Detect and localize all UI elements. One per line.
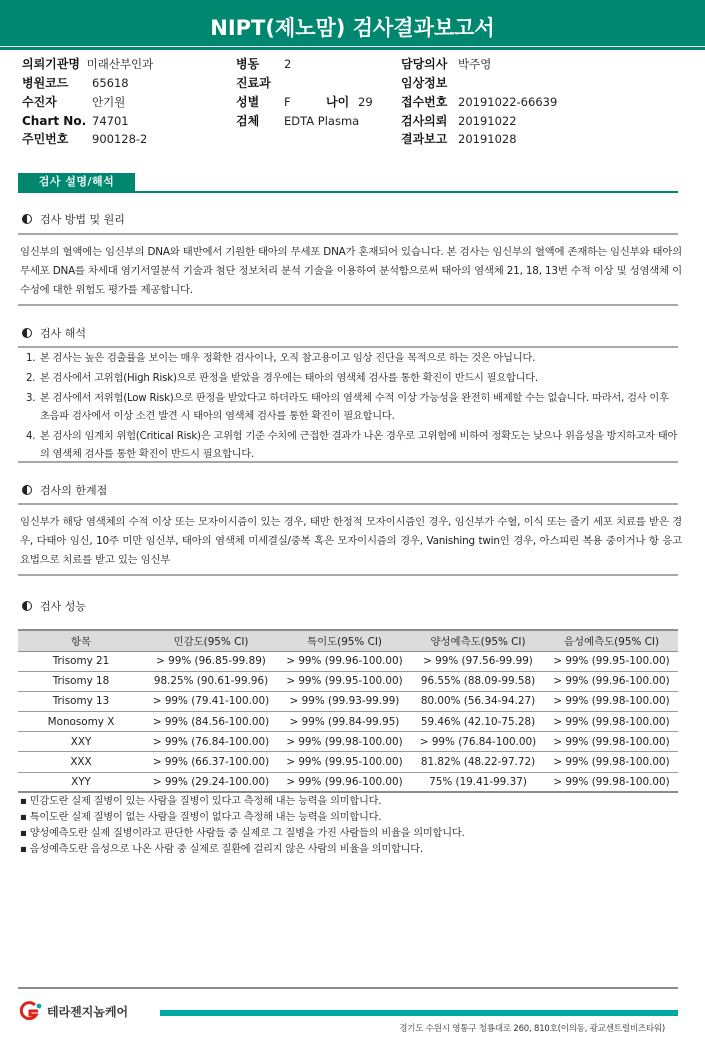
column-header: 민감도(95% CI)	[144, 630, 278, 651]
title-underline	[0, 46, 705, 50]
chart-label: Chart No.	[22, 114, 87, 128]
request-label: 검사의뢰	[401, 114, 448, 128]
info-sex	[236, 95, 373, 109]
list-item-text: 본 검사의 임계치 위험(Critical Risk)은 고위험 기준 수치에 근접한 결과가 나온 경우로 고위험에 비하여 정확도는 낮으나 위음성을 방지하고자 태아의 염색체 검사를 통한 확진이 반드시 필요합니다.	[40, 431, 678, 460]
report-date-label: 결과보고	[401, 132, 448, 146]
info-report-date	[401, 132, 517, 146]
info-clinical	[401, 76, 458, 90]
table-cell: > 99% (76.84-100.00)	[411, 732, 545, 752]
doctor-label: 담당의사	[401, 57, 448, 71]
divider	[18, 233, 678, 235]
table-cell: > 99% (99.98-100.00)	[545, 732, 678, 752]
note-item: ▪ 민감도란 실제 질병이 있는 사람을 질병이 있다고 측정해 내는 능력을 의미합니다.	[20, 796, 382, 807]
ward-value: 2	[284, 57, 292, 71]
footer-accent-bar	[160, 1010, 678, 1016]
list-item: 1. 본 검사는 높은 검출률을 보이는 매우 정확한 검사이나, 오직 참고용이고 임상 진단을 목적으로 하는 것은 아닙니다.	[26, 350, 678, 368]
id-label: 주민번호	[22, 132, 69, 146]
table-cell: > 99% (99.98-100.00)	[545, 712, 678, 732]
info-specimen	[236, 114, 359, 128]
age-label: 나이	[326, 95, 350, 109]
table-cell: XXX	[18, 752, 144, 772]
column-header: 양성예측도(95% CI)	[411, 630, 545, 651]
examinee-label: 수진자	[22, 95, 57, 109]
examinee-value: 안기원	[92, 95, 126, 109]
interpretation-heading	[22, 325, 86, 341]
table-cell: > 99% (99.95-100.00)	[278, 752, 411, 772]
table-cell: > 99% (99.95-100.00)	[278, 671, 411, 691]
id-value: 900128-2	[92, 132, 148, 146]
company-address: 경기도 수원시 영통구 청룡대로 260, 810호(이의동, 광교센트럴비즈타워)	[399, 1024, 665, 1034]
table-cell: > 99% (99.98-100.00)	[545, 752, 678, 772]
limitations-heading-text: 검사의 한계점	[40, 484, 108, 497]
limitations-heading	[22, 482, 107, 498]
table-cell: 98.25% (90.61-99.96)	[144, 671, 278, 691]
sex-value: F	[284, 95, 291, 109]
code-value: 65618	[92, 76, 129, 90]
note-item: ▪ 특이도란 실제 질병이 없는 사람을 질병이 없다고 측정해 내는 능력을 의미합니다.	[20, 812, 382, 823]
report-date-value: 20191028	[458, 132, 517, 146]
table-row	[18, 712, 678, 732]
sex-label: 성별	[236, 95, 260, 109]
info-hospital	[22, 57, 153, 71]
code-label: 병원코드	[22, 76, 69, 90]
interpretation-heading-text: 검사 해석	[40, 327, 87, 340]
list-item: 4. 본 검사의 임계치 위험(Critical Risk)은 고위험 기준 수치에 근접한 결과가 나온 경우로 고위험에 비하여 정확도는 낮으나 위음성을 방지하고자 태아의 염색체 검사를 통한 확진이 반드시 필요합니다.	[26, 428, 678, 464]
table-cell: Trisomy 13	[18, 691, 144, 711]
list-item-text: 본 검사에서 고위험(High Risk)으로 판정을 받았을 경우에는 태아의 염색체 검사를 통한 확진이 반드시 필요합니다.	[40, 373, 538, 384]
company-logo-icon	[18, 1001, 44, 1021]
section-rule	[18, 191, 678, 193]
table-cell: XXY	[18, 732, 144, 752]
table-cell: 80.00% (56.34-94.27)	[411, 691, 545, 711]
table-cell: > 99% (99.96-100.00)	[278, 651, 411, 671]
column-header: 특이도(95% CI)	[278, 630, 411, 651]
specimen-label: 검체	[236, 114, 260, 128]
table-cell: 75% (19.41-99.37)	[411, 772, 545, 792]
table-cell: Monosomy X	[18, 712, 144, 732]
list-item-text: 본 검사는 높은 검출률을 보이는 매우 정확한 검사이나, 오직 참고용이고 임상 진단을 목적으로 하는 것은 아닙니다.	[40, 353, 536, 364]
table-cell: > 99% (66.37-100.00)	[144, 752, 278, 772]
table-cell: > 99% (97.56-99.99)	[411, 651, 545, 671]
table-cell: > 99% (29.24-100.00)	[144, 772, 278, 792]
half-circle-icon	[22, 328, 32, 338]
column-header: 음성예측도(95% CI)	[545, 630, 678, 651]
table-cell: > 99% (79.41-100.00)	[144, 691, 278, 711]
table-row	[18, 752, 678, 772]
hospital-label: 의뢰기관명	[22, 57, 80, 71]
info-id	[22, 132, 147, 146]
half-circle-icon	[22, 601, 32, 611]
chart-value: 74701	[92, 114, 129, 128]
table-cell: XYY	[18, 772, 144, 792]
table-cell: > 99% (76.84-100.00)	[144, 732, 278, 752]
note-item: ▪ 양성예측도란 실제 질병이라고 판단한 사람들 중 실제로 그 질병을 가진 사람들의 비율을 의미합니다.	[20, 828, 465, 839]
info-dept	[236, 76, 284, 90]
table-cell: > 99% (99.84-99.95)	[278, 712, 411, 732]
half-circle-icon	[22, 214, 32, 224]
info-request	[401, 114, 517, 128]
company-logo	[18, 999, 128, 1023]
limitations-text: 임신부가 해당 염색체의 수적 이상 또는 모자이시즘이 있는 경우, 태반 한정적 모자이시즘인 경우, 임신부가 수혈, 이식 또는 줄기 세포 치료를 받은 경우, 다태아 임신, 10주 미만 임신부, 태아의 염색체 미세결실/중복 혹은 모자이시즘의 경우, Vanishing twin인 경우, 아스피린 복용 중이거나 항 응고 요법으로 치료를 받고 있는 임신부	[20, 516, 682, 566]
table-cell: > 99% (84.56-100.00)	[144, 712, 278, 732]
method-text: 임신부의 혈액에는 임신부의 DNA와 태반에서 기원한 태아의 무세포 DNA가 혼재되어 있습니다. 본 검사는 임신부의 혈액에 존재하는 임신부와 태아의 무세포 DNA를 차세대 염기서열분석 기술과 첨단 정보처리 분석 기술을 이용하여 분석함으로써 태아의 염색체 21, 18, 13번 수적 이상 및 성염색체 이수성에 대한 위험도 평가를 제공합니다.	[20, 246, 682, 296]
table-header-row	[18, 630, 678, 651]
report-title: NIPT(제노맘) 검사결과보고서	[0, 0, 705, 46]
table-row	[18, 772, 678, 792]
receipt-value: 20191022-66639	[458, 95, 558, 109]
table-cell: > 99% (96.85-99.89)	[144, 651, 278, 671]
table-row	[18, 651, 678, 671]
list-item: 3. 본 검사에서 저위험(Low Risk)으로 판정을 받았다고 하더라도 태아의 염색체 수적 이상 가능성을 완전히 배제할 수는 없습니다. 따라서, 검사 이후 초음파 검사에서 이상 소견 발견 시 태아의 염색체 검사를 통한 확진이 필요합니다.	[26, 390, 678, 426]
info-chart	[22, 114, 129, 128]
table-cell: > 99% (99.96-100.00)	[278, 772, 411, 792]
dept-label: 진료과	[236, 76, 271, 90]
footer-rule	[18, 987, 678, 989]
half-circle-icon	[22, 485, 32, 495]
divider	[18, 461, 678, 463]
table-row	[18, 732, 678, 752]
divider	[18, 346, 678, 348]
section-tab: 검사 설명/해석	[18, 173, 135, 191]
ward-label: 병동	[236, 57, 260, 71]
table-cell: > 99% (99.93-99.99)	[278, 691, 411, 711]
hospital-value: 미래산부인과	[86, 57, 154, 71]
table-cell: > 99% (99.95-100.00)	[545, 651, 678, 671]
performance-notes	[20, 794, 465, 858]
table-cell: > 99% (99.96-100.00)	[545, 671, 678, 691]
column-header: 항목	[18, 630, 144, 651]
info-code	[22, 76, 129, 90]
table-cell: 96.55% (88.09-99.58)	[411, 671, 545, 691]
table-cell: Trisomy 18	[18, 671, 144, 691]
table-cell: 59.46% (42.10-75.28)	[411, 712, 545, 732]
company-name: 테라젠지놈케어	[47, 1004, 129, 1019]
performance-heading	[22, 598, 86, 614]
receipt-label: 접수번호	[401, 95, 448, 109]
note-item: ▪ 음성예측도란 음성으로 나온 사람 중 실제로 질환에 걸리지 않은 사람의 비율을 의미합니다.	[20, 844, 423, 855]
specimen-value: EDTA Plasma	[284, 114, 360, 128]
table-cell: > 99% (99.98-100.00)	[278, 732, 411, 752]
list-item: 2. 본 검사에서 고위험(High Risk)으로 판정을 받았을 경우에는 태아의 염색체 검사를 통한 확진이 반드시 필요합니다.	[26, 370, 678, 388]
table-row	[18, 671, 678, 691]
divider	[18, 304, 678, 306]
performance-heading-text: 검사 성능	[40, 600, 87, 613]
doctor-value: 박주영	[458, 57, 492, 71]
info-ward	[236, 57, 291, 71]
method-heading	[22, 211, 125, 227]
info-examinee	[22, 95, 125, 109]
table-cell: > 99% (99.98-100.00)	[545, 772, 678, 792]
table-cell: 81.82% (48.22-97.72)	[411, 752, 545, 772]
info-doctor	[401, 57, 491, 71]
method-heading-text: 검사 방법 및 원리	[40, 213, 125, 226]
clinical-label: 임상정보	[401, 76, 448, 90]
request-value: 20191022	[458, 114, 517, 128]
table-cell: > 99% (99.98-100.00)	[545, 691, 678, 711]
interpretation-list	[26, 350, 678, 464]
info-receipt	[401, 95, 557, 109]
divider	[18, 574, 678, 576]
list-item-text: 본 검사에서 저위험(Low Risk)으로 판정을 받았다고 하더라도 태아의 염색체 수적 이상 가능성을 완전히 배제할 수는 없습니다. 따라서, 검사 이후 초음파 검사에서 이상 소견 발견 시 태아의 염색체 검사를 통한 확진이 필요합니다.	[40, 393, 669, 422]
table-row	[18, 691, 678, 711]
age-value: 29	[358, 95, 373, 109]
divider	[18, 503, 678, 505]
table-cell: Trisomy 21	[18, 651, 144, 671]
performance-table	[18, 629, 678, 793]
